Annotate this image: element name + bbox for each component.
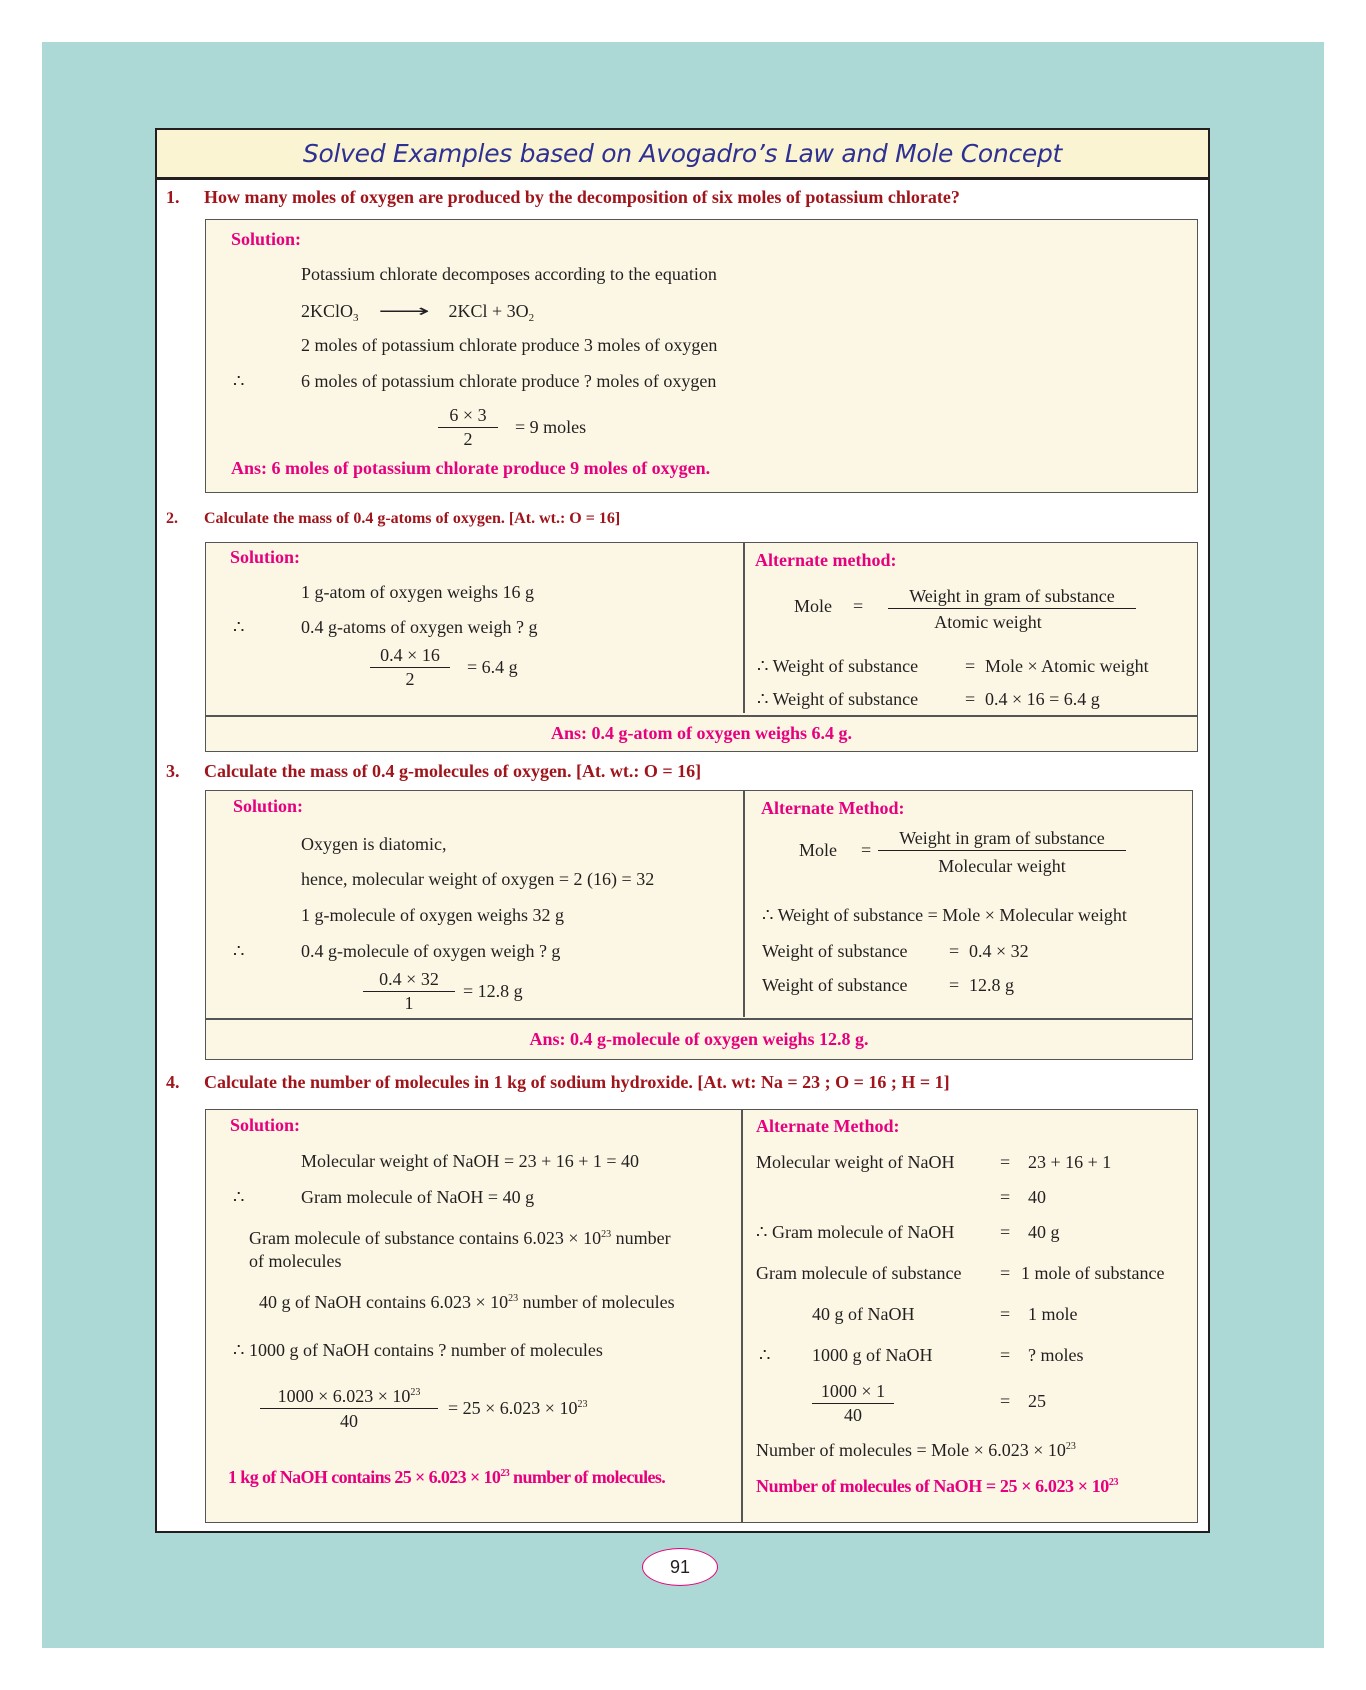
column-divider [743, 791, 745, 1017]
formula-line: ∴ Weight of substance = Mole × Molecular weight [762, 905, 1127, 925]
arrow-icon: ⟶ [377, 301, 430, 321]
text: Gram molecule of substance contains 6.023 × 10 [249, 1228, 602, 1248]
answer: Ans: 0.4 g-atom of oxygen weighs 6.4 g. [551, 723, 852, 743]
therefore-symbol: ∴ [759, 1345, 771, 1365]
fraction-numerator: Weight in gram of substance [909, 586, 1115, 606]
solution-line: Molecular weight of NaOH = 23 + 16 + 1 = 40 [301, 1151, 640, 1171]
alternate-method-label: Alternate Method: [761, 798, 905, 818]
answer [228, 1466, 665, 1488]
formula-label: Weight of substance [762, 975, 908, 995]
reactant: 2KClO [301, 301, 354, 321]
result: = 12.8 g [463, 981, 523, 1001]
solution-line: 6 moles of potassium chlorate produce ? moles of oxygen [301, 371, 717, 391]
alternate-method-label: Alternate Method: [756, 1116, 900, 1136]
result: = 6.4 g [467, 657, 518, 677]
fraction-denominator: 40 [340, 1411, 358, 1431]
text: Number of molecules = Mole × 6.023 × 10 [756, 1440, 1066, 1460]
fraction-numerator [260, 1385, 438, 1407]
page-title: Solved Examples based on Avogadro’s Law and Mole Concept [302, 139, 1063, 168]
therefore-symbol: ∴ [233, 371, 245, 391]
fraction-numerator: Weight in gram of substance [899, 828, 1105, 848]
solution-label: Solution: [230, 1115, 301, 1135]
mole-label: Mole [799, 840, 837, 860]
title-band [157, 130, 1208, 180]
question-text: Calculate the number of molecules in 1 kg of sodium hydroxide. [At. wt: Na = 23 ; O = 16 ; H = 1] [204, 1072, 950, 1092]
fraction-bar [888, 608, 1136, 609]
subscript: 2 [528, 312, 535, 324]
exponent: 23 [410, 1387, 421, 1398]
formula-label: 40 g of NaOH [812, 1304, 915, 1324]
fraction-numerator: 0.4 × 32 [379, 969, 439, 989]
formula-label: ∴ Weight of substance [757, 656, 919, 676]
solution-box-3 [205, 790, 1193, 1060]
text: number [611, 1228, 671, 1248]
answer: Ans: 6 moles of potassium chlorate produce 9 moles of oxygen. [231, 458, 711, 478]
answer: Ans: 0.4 g-molecule of oxygen weighs 12.8 g. [529, 1029, 869, 1049]
therefore-symbol: ∴ [233, 941, 245, 961]
solution-box-2 [205, 542, 1198, 752]
formula-value: 23 + 16 + 1 [1028, 1152, 1112, 1172]
question-text: Calculate the mass of 0.4 g-atoms of oxygen. [At. wt.: O = 16] [204, 510, 621, 527]
equals: = [1000, 1152, 1011, 1172]
formula-label: Gram molecule of substance [756, 1263, 962, 1283]
alternate-method-label: Alternate method: [755, 550, 897, 570]
exponent: 23 [500, 1468, 510, 1479]
formula-label: Weight of substance [762, 941, 908, 961]
formula-value: 40 g [1028, 1222, 1060, 1242]
products: 2KCl + 3O [448, 301, 529, 321]
solution-line: 0.4 g-atoms of oxygen weigh ? g [301, 617, 538, 637]
result: = 9 moles [515, 417, 587, 437]
formula-value: 0.4 × 32 [969, 941, 1029, 961]
equals: = [965, 689, 976, 709]
solution-line [259, 1291, 675, 1313]
fraction-denominator: 2 [463, 429, 473, 449]
solution-box-1 [205, 219, 1198, 493]
fraction-numerator: 6 × 3 [449, 405, 487, 425]
fraction-numerator: 0.4 × 16 [380, 645, 440, 665]
solution-line: hence, molecular weight of oxygen = 2 (16) = 32 [301, 869, 655, 889]
fraction-denominator: Atomic weight [934, 612, 1042, 632]
question-number: 3. [166, 761, 180, 781]
formula-value: 1 mole of substance [1021, 1263, 1165, 1283]
formula-value: Mole × Atomic weight [985, 656, 1149, 676]
equals: = [1000, 1187, 1011, 1207]
question-text: Calculate the mass of 0.4 g-molecules of oxygen. [At. wt.: O = 16] [204, 761, 702, 781]
column-divider [741, 1110, 743, 1522]
formula-label: Molecular weight of NaOH [756, 1152, 955, 1172]
result [448, 1397, 587, 1419]
equals: = [1000, 1222, 1011, 1242]
solution-line: 1 g-atom of oxygen weighs 16 g [301, 582, 534, 602]
text: Number of molecules of NaOH = 25 × 6.023 × 10 [756, 1476, 1109, 1496]
exponent: 23 [577, 1399, 588, 1410]
formula-label: 1000 g of NaOH [812, 1345, 933, 1365]
fraction-denominator: 40 [844, 1405, 862, 1425]
fraction-bar [878, 850, 1126, 851]
equals: = [1000, 1304, 1011, 1324]
formula-label: ∴ Gram molecule of NaOH [756, 1222, 955, 1242]
equals: = [949, 975, 960, 995]
equals: = [949, 941, 960, 961]
fraction-denominator: 2 [405, 669, 415, 689]
solution-line: 0.4 g-molecule of oxygen weigh ? g [301, 941, 561, 961]
equals: = [1000, 1263, 1011, 1283]
equals: = [861, 840, 872, 860]
formula-value: 25 [1028, 1391, 1046, 1411]
column-divider [743, 543, 745, 713]
solution-line: 2 moles of potassium chlorate produce 3 moles of oxygen [301, 335, 718, 355]
formula-label: ∴ Weight of substance [757, 689, 919, 709]
exponent: 23 [601, 1229, 612, 1240]
text: = 25 × 6.023 × 10 [448, 1398, 578, 1418]
therefore-symbol: ∴ [233, 617, 245, 637]
text: number of molecules [518, 1292, 675, 1312]
subscript: 3 [353, 312, 359, 324]
text: 40 g of NaOH contains 6.023 × 10 [259, 1292, 509, 1312]
answer-divider [206, 1018, 1192, 1020]
equals: = [965, 656, 976, 676]
solution-label: Solution: [233, 796, 304, 816]
formula-value: 0.4 × 16 = 6.4 g [985, 689, 1100, 709]
equals: = [1000, 1391, 1011, 1411]
solution-line: Potassium chlorate decomposes according to the equation [301, 264, 717, 284]
solution-line: Gram molecule of NaOH = 40 g [301, 1187, 535, 1207]
answer [756, 1475, 1118, 1497]
question-number: 2. [166, 510, 178, 527]
equals: = [853, 596, 864, 616]
solution-line: 1 g-molecule of oxygen weighs 32 g [301, 905, 564, 925]
formula-value: ? moles [1028, 1345, 1084, 1365]
therefore-symbol: ∴ [233, 1187, 245, 1207]
solution-line [249, 1227, 671, 1249]
formula-value: 40 [1028, 1187, 1046, 1207]
text: number of molecules. [509, 1467, 666, 1487]
solution-label: Solution: [230, 547, 301, 567]
answer-divider [206, 715, 1197, 717]
question-number: 4. [166, 1072, 180, 1092]
chemical-equation [301, 300, 534, 322]
exponent: 23 [508, 1293, 519, 1304]
fraction-denominator: 1 [404, 993, 414, 1013]
solution-line: of molecules [249, 1251, 342, 1271]
formula-line [756, 1439, 1076, 1461]
exponent: 23 [1108, 1477, 1119, 1488]
solution-label: Solution: [231, 229, 302, 249]
fraction-numerator: 1000 × 1 [820, 1381, 886, 1401]
text: 1 kg of NaOH contains 25 × 6.023 × 10 [228, 1467, 501, 1487]
mole-label: Mole [794, 596, 832, 616]
equals: = [1000, 1345, 1011, 1365]
fraction-denominator: Molecular weight [938, 856, 1066, 876]
solution-line: ∴ 1000 g of NaOH contains ? number of molecules [233, 1340, 603, 1360]
solution-box-4 [205, 1109, 1198, 1523]
page-number: 91 [642, 1548, 718, 1586]
solution-line: Oxygen is diatomic, [301, 834, 447, 854]
formula-value: 1 mole [1028, 1304, 1078, 1324]
question-text: How many moles of oxygen are produced by the decomposition of six moles of potassium chlorate? [204, 187, 960, 207]
formula-value: 12.8 g [969, 975, 1014, 995]
text: 1000 × 6.023 × 10 [277, 1386, 411, 1406]
exponent: 23 [1065, 1441, 1076, 1452]
question-number: 1. [166, 187, 180, 207]
